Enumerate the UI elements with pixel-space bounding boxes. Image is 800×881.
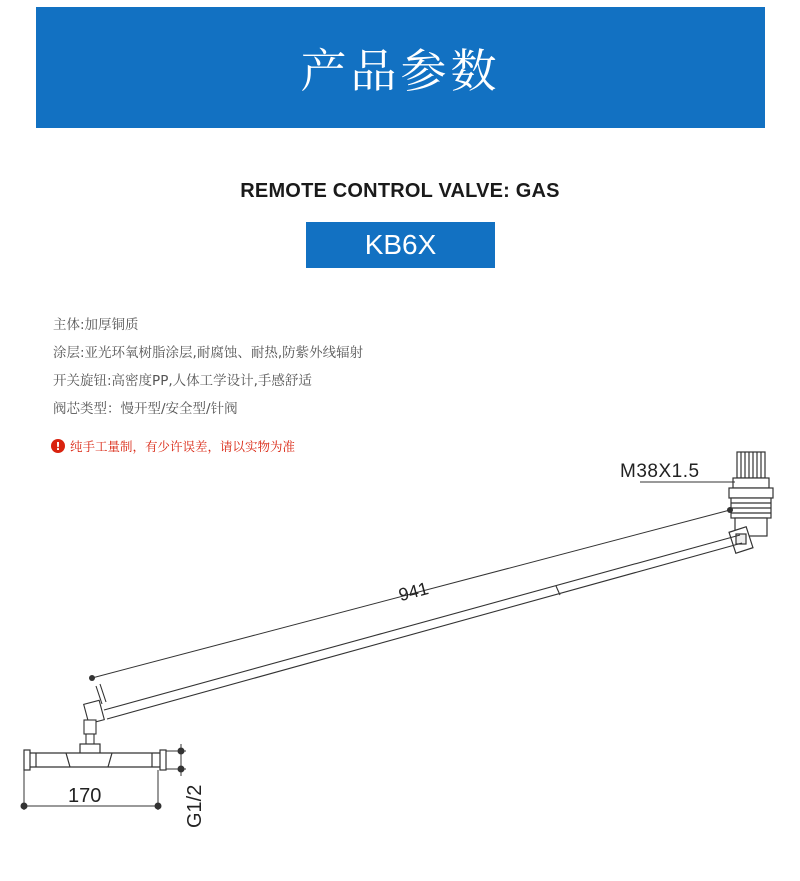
pipe-label: G1/2: [184, 784, 206, 828]
technical-drawing: [0, 440, 800, 881]
pipe-dimension: [166, 744, 186, 776]
extension-rod: [104, 535, 742, 719]
spec-body: 主体:加厚铜质: [53, 317, 139, 333]
model-label: KB6X: [364, 229, 437, 260]
width-label: 170: [68, 785, 102, 807]
model-badge: [306, 222, 495, 268]
valve-knob: [729, 452, 773, 536]
notice-text: 纯手工量制，有少许误差，请以实物为准: [70, 439, 296, 454]
spec-knob: 开关旋钮:高密度PP,人体工学设计,手感舒适: [53, 373, 312, 389]
length-label: 941: [396, 578, 431, 606]
product-subtitle: REMOTE CONTROL VALVE: GAS: [240, 180, 560, 202]
header-banner: [36, 7, 765, 128]
exclamation-icon: !: [51, 439, 65, 453]
spec-valve-core: 阀芯类型：慢开型/安全型/针阀: [53, 401, 238, 417]
base-pipe: [24, 744, 166, 770]
spec-coating: 涂层:亚光环氧树脂涂层,耐腐蚀、耐热,防紫外线辐射: [53, 345, 364, 361]
spec-list: [53, 315, 363, 427]
lower-joint: [84, 684, 106, 746]
thread-label: M38X1.5: [620, 461, 700, 482]
banner-title: 产品参数: [300, 43, 501, 98]
